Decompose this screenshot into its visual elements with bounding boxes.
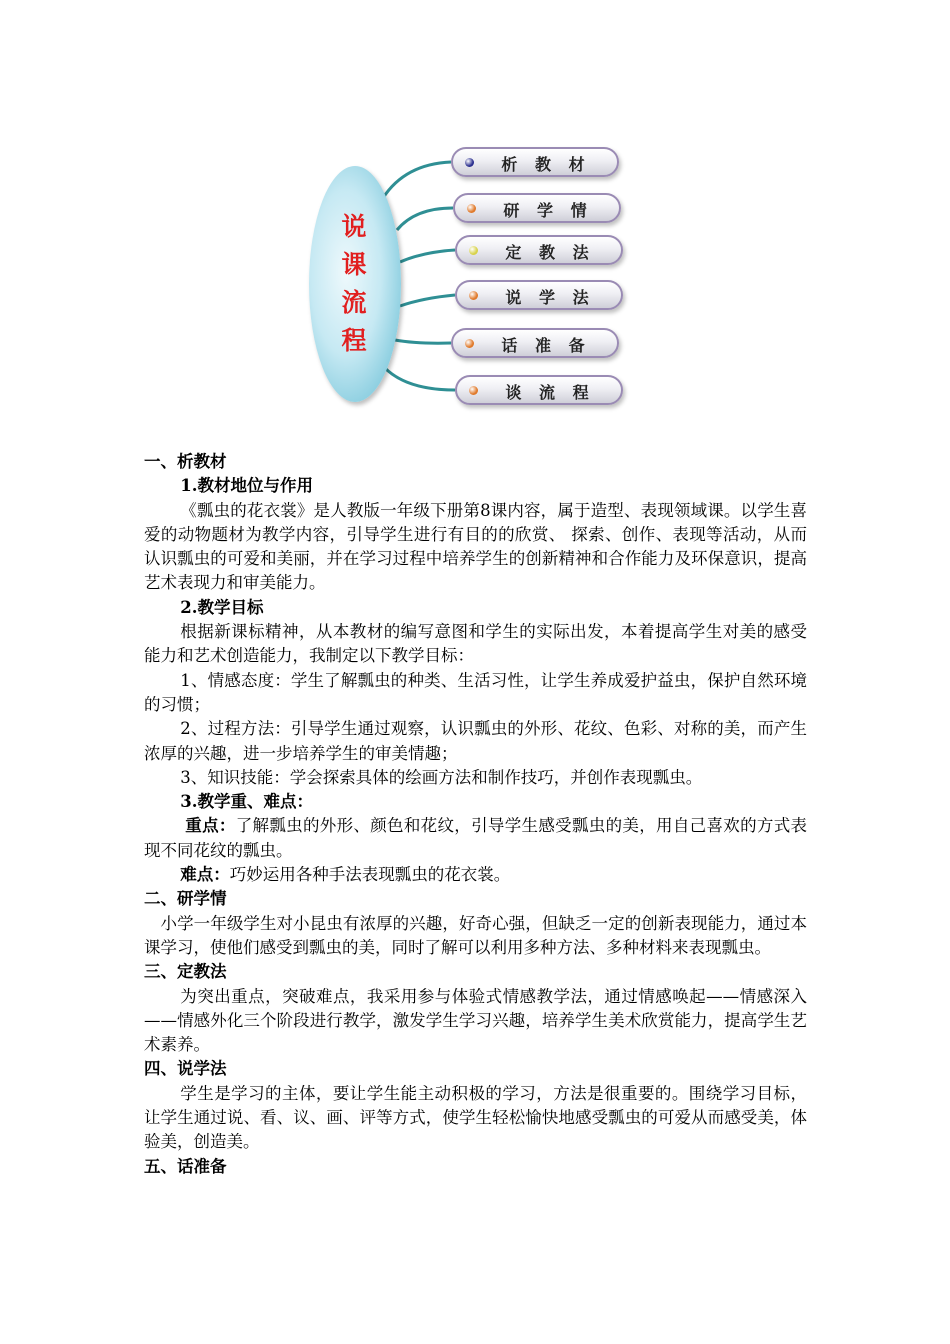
diagram-title: 说 课 流 程 [341, 212, 367, 355]
step-pill-4 [455, 280, 623, 310]
step-label: 说 学 法 [505, 288, 595, 307]
step-label: 话 准 备 [501, 336, 591, 355]
subheading-material-role: 1.教材地位与作用 [180, 476, 314, 496]
paragraph-material-role: 《瓢虫的花衣裳》是人教版一年级下册第8课内容，属于造型、表现领域课。以学生喜爱的动物题材为教学内容，引导学生进行有目的的欣赏、 探索、创作、表现等活动，从而认识瓢虫的可爱和美丽，并在学习过程中培养学生的创新精神和合作能力及环保意识，提高艺术表现力和审美能力。 [144, 500, 807, 593]
connector-2 [397, 208, 453, 230]
step-label: 析 教 材 [501, 155, 591, 174]
bullet-dot-icon [465, 339, 474, 348]
step-label: 研 学 情 [503, 201, 593, 220]
step-pill-3 [455, 235, 623, 265]
paragraph-goal-2: 2、过程方法：引导学生通过观察，认识瓢虫的外形、花纹、色彩、对称的美，而产生浓厚的兴趣，进一步培养学生的审美情趣； [144, 719, 807, 763]
document-body [144, 450, 807, 1179]
bullet-dot-icon [469, 246, 478, 255]
section-heading-5: 五、话准备 [144, 1156, 227, 1176]
step-pill-6 [455, 375, 623, 405]
section-heading-3: 三、定教法 [144, 962, 227, 982]
bullet-dot-icon [465, 158, 474, 167]
paragraph-goal-3: 3、知识技能：学会探索具体的绘画方法和制作技巧，并创作表现瓢虫。 [180, 767, 703, 787]
connector-3 [400, 250, 455, 262]
connector-4 [400, 295, 455, 306]
paragraph-key-point [144, 814, 807, 863]
step-label: 定 教 法 [505, 243, 595, 262]
lesson-flow-diagram [305, 140, 635, 415]
step-label: 谈 流 程 [505, 383, 595, 402]
subheading-key-points: 3.教学重、难点： [180, 792, 314, 812]
section-heading-1: 一、析教材 [144, 452, 227, 471]
step-pill-2 [453, 193, 621, 223]
connector-6 [383, 366, 455, 390]
bullet-dot-icon [469, 386, 478, 395]
key-point-text: 了解瓢虫的外形、颜色和花纹，引导学生感受瓢虫的美，用自己喜欢的方式表现不同花纹的瓢虫。 [144, 816, 807, 860]
paragraph-goal-1: 1、情感态度：学生了解瓢虫的种类、生活习性，让学生养成爱护益虫，保护自然环境的习惯； [144, 670, 807, 714]
bullet-dot-icon [469, 291, 478, 300]
subheading-teaching-goals: 2.教学目标 [180, 597, 264, 617]
section-heading-2: 二、研学情 [144, 889, 227, 909]
paragraph-difficulty [144, 863, 807, 887]
connector-1 [383, 162, 451, 198]
connector-5 [395, 340, 451, 343]
paragraph-goals-intro: 根据新课标精神，从本教材的编写意图和学生的实际出发，本着提高学生对美的感受能力和艺术创造能力，我制定以下教学目标： [144, 622, 807, 666]
paragraph-teaching-method: 为突出重点，突破难点，我采用参与体验式情感教学法，通过情感唤起——情感深入——情感外化三个阶段进行教学，激发学生学习兴趣，培养学生美术欣赏能力，提高学生艺术素养。 [144, 986, 807, 1055]
paragraph-student-analysis: 小学一年级学生对小昆虫有浓厚的兴趣，好奇心强，但缺乏一定的创新表现能力，通过本课学习，使他们感受到瓢虫的美，同时了解可以利用多种方法、多种材料来表现瓢虫。 [144, 913, 807, 957]
difficulty-label: 难点： [180, 865, 230, 885]
step-pill-1 [451, 147, 619, 177]
step-pill-5 [451, 328, 619, 358]
difficulty-text: 巧妙运用各种手法表现瓢虫的花衣裳。 [229, 865, 511, 885]
paragraph-learning-method: 学生是学习的主体，要让学生能主动积极的学习，方法是很重要的。围绕学习目标，让学生通过说、看、议、画、评等方式，使学生轻松愉快地感受瓢虫的可爱从而感受美，体验美，创造美。 [144, 1083, 807, 1152]
bullet-dot-icon [467, 204, 476, 213]
key-point-label: 重点： [185, 816, 236, 836]
section-heading-4: 四、说学法 [144, 1059, 227, 1079]
